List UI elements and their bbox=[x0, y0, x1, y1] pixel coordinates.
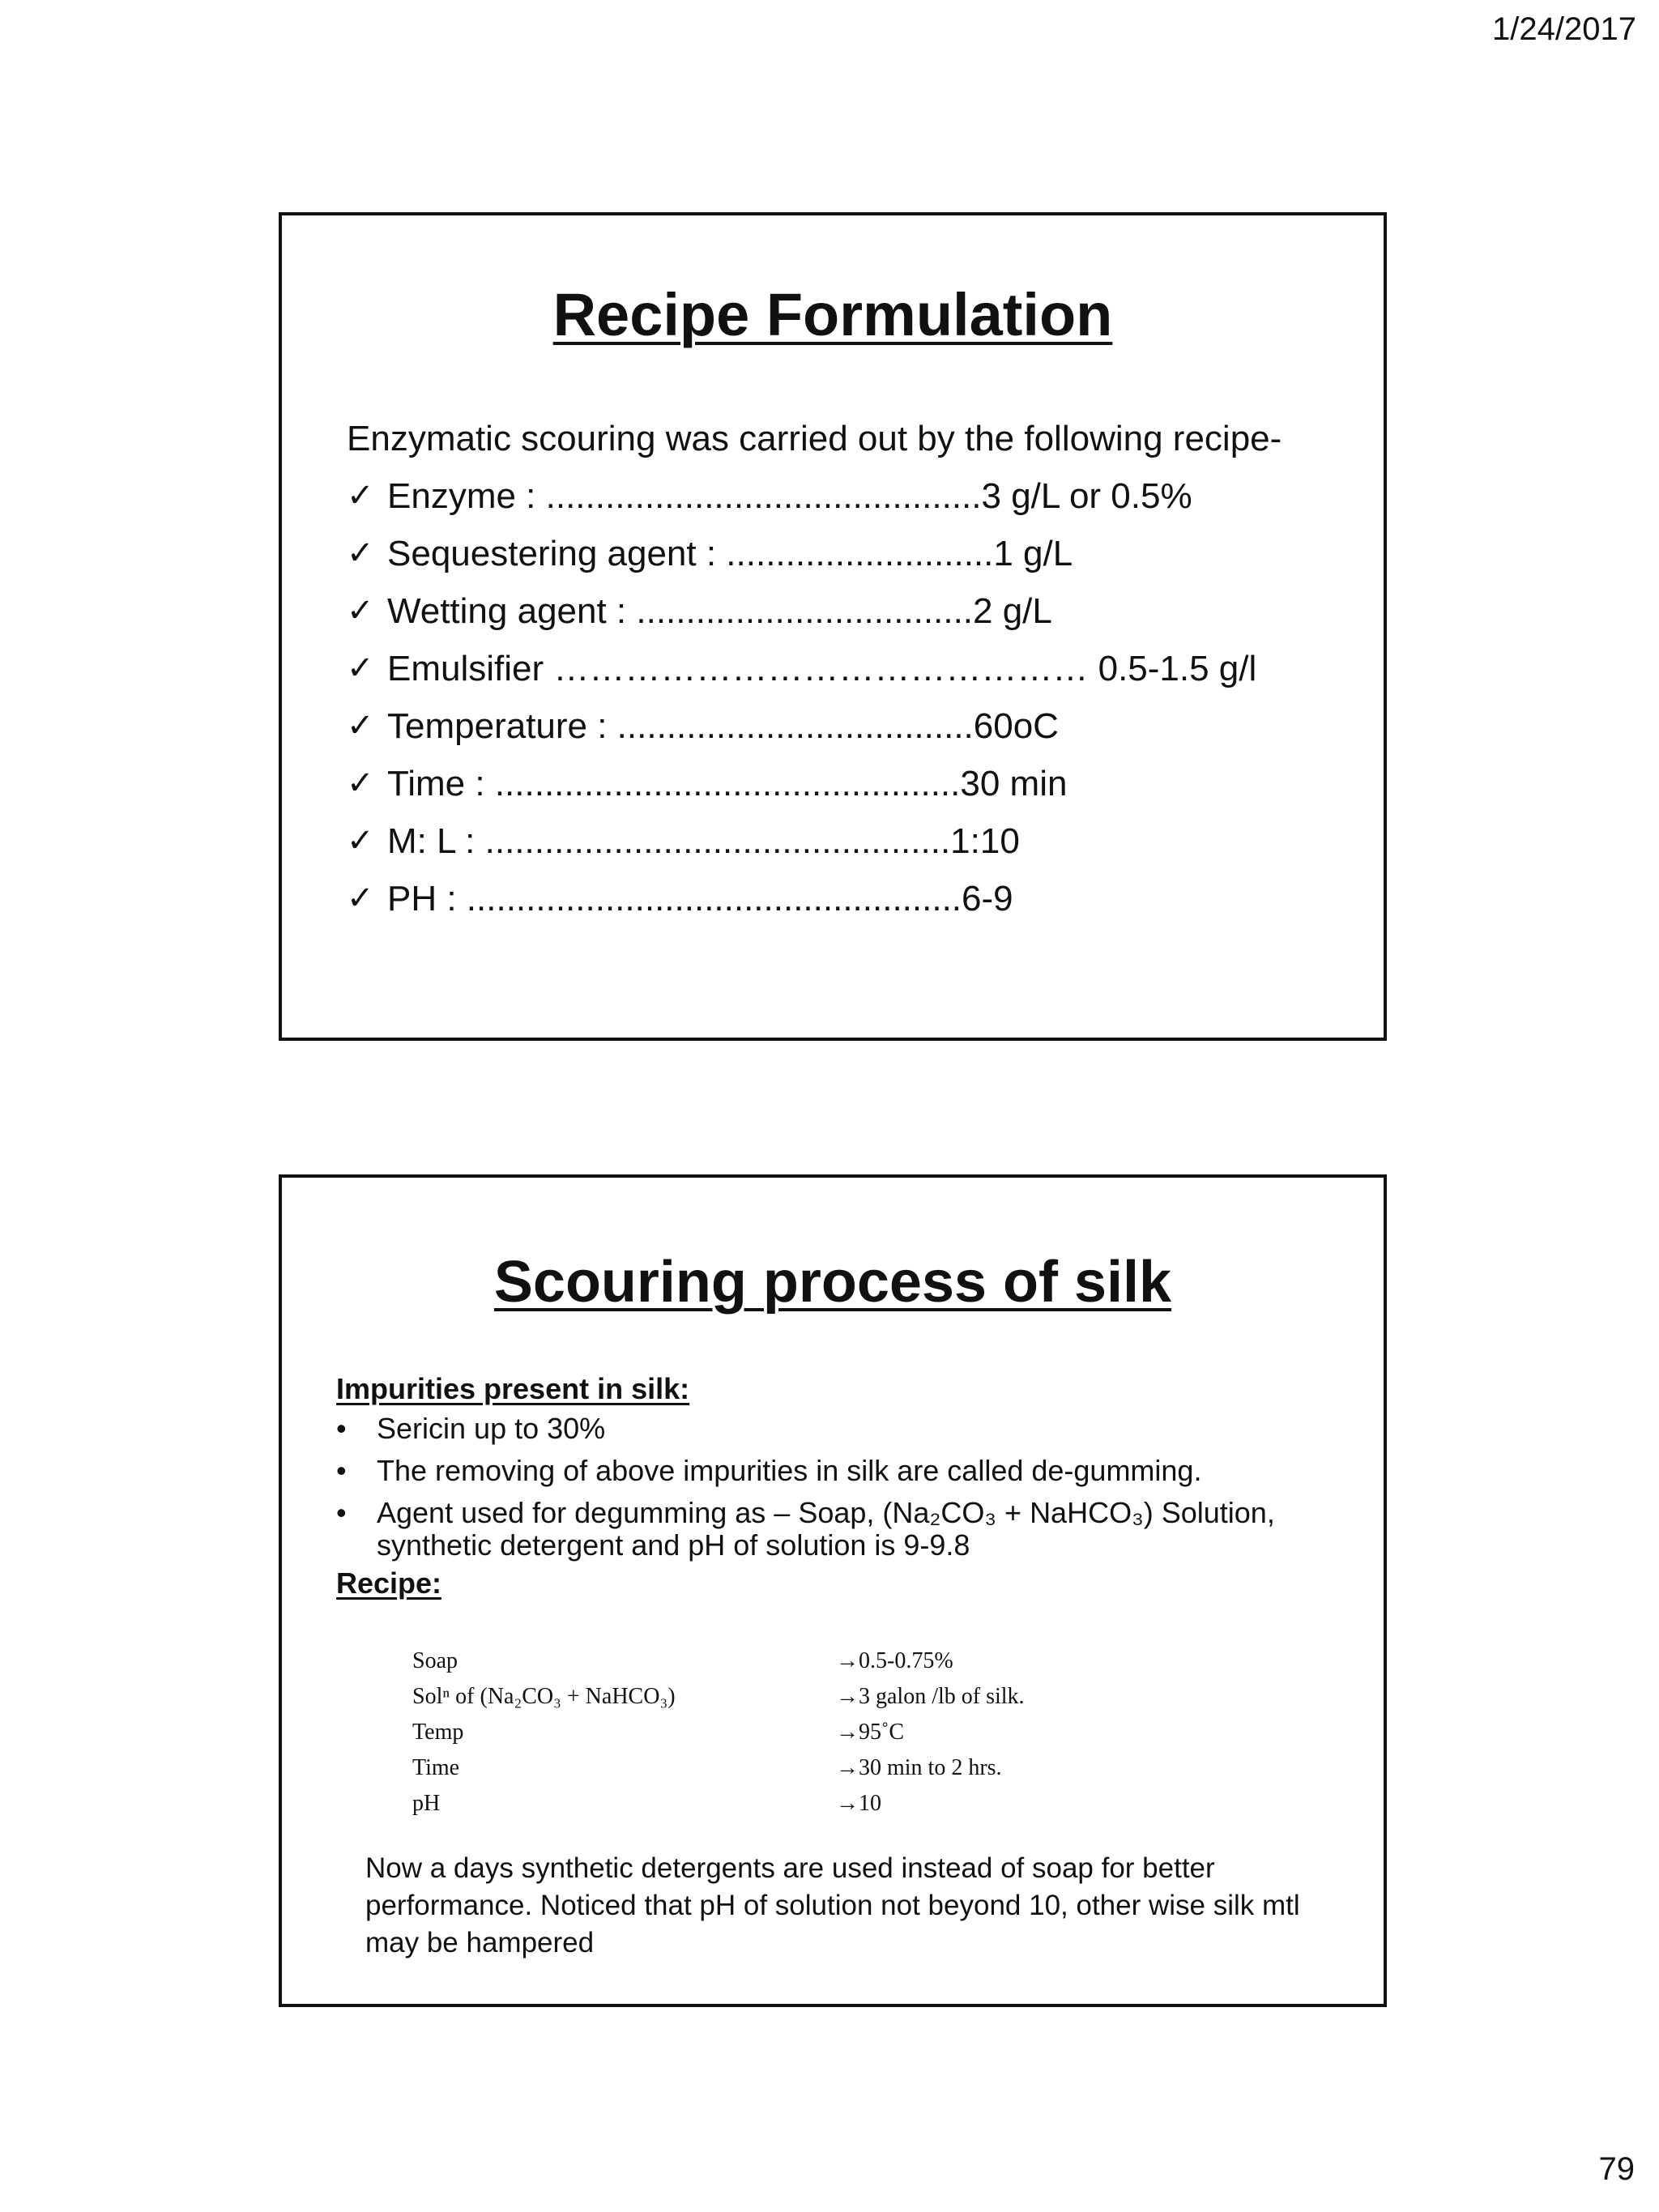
recipe-table bbox=[412, 1643, 1160, 1822]
recipe-item-value: →3 galon /lb of silk. bbox=[836, 1684, 1025, 1709]
bullet-icon: • bbox=[336, 1412, 347, 1445]
intro-text: Enzymatic scouring was carried out by the following recipe- bbox=[347, 419, 1282, 458]
recipe-heading: Recipe: bbox=[336, 1566, 442, 1600]
slide-recipe-formulation bbox=[279, 212, 1387, 1041]
impurities-heading: Impurities present in silk: bbox=[336, 1372, 690, 1405]
list-item-text: Wetting agent : ..................................2 g/L bbox=[387, 591, 1052, 631]
table-row bbox=[412, 1750, 1160, 1786]
slide-body bbox=[347, 410, 1343, 927]
list-item-text: Enzyme : ............................................3 g/L or 0.5% bbox=[387, 476, 1192, 516]
list-item bbox=[347, 870, 1343, 927]
list-item-text: Sericin up to 30% bbox=[377, 1412, 606, 1445]
recipe-checklist bbox=[347, 467, 1343, 927]
impurities-list bbox=[336, 1413, 1349, 1571]
list-item bbox=[336, 1455, 1349, 1487]
checkmark-icon: ✓ bbox=[347, 535, 374, 571]
list-item bbox=[347, 697, 1343, 755]
list-item bbox=[347, 525, 1343, 582]
recipe-item-value: →95˚C bbox=[836, 1720, 904, 1745]
list-item-text: Emulsifier ……………………………………… 0.5-1.5 g/l bbox=[387, 649, 1257, 688]
slide-title: Recipe Formulation bbox=[552, 281, 1113, 348]
list-item-text: Time : ...............................................30 min bbox=[387, 764, 1068, 803]
list-item-text: Sequestering agent : ...........................1 g/L bbox=[387, 534, 1073, 573]
list-item-text: PH : ..................................................6-9 bbox=[387, 879, 1013, 918]
table-row bbox=[412, 1643, 1160, 1679]
list-item bbox=[336, 1413, 1349, 1445]
page-date: 1/24/2017 bbox=[1492, 11, 1636, 47]
list-item-text: The removing of above impurities in silk are called de-gumming. bbox=[377, 1454, 1202, 1487]
table-row bbox=[412, 1679, 1160, 1715]
list-item-text: Agent used for degumming as – Soap, (Na₂CO₃ + NaHCO₃) Solution, synthetic detergent and pH of solution is 9-9.8 bbox=[377, 1496, 1275, 1562]
list-item bbox=[347, 467, 1343, 525]
note-paragraph: Now a days synthetic detergents are used instead of soap for better performance. Noticed that pH of solution not beyond 10, other wise silk mtl may be hampered bbox=[365, 1852, 1300, 1958]
checkmark-icon: ✓ bbox=[347, 478, 374, 514]
bullet-icon: • bbox=[336, 1496, 347, 1529]
table-row bbox=[412, 1715, 1160, 1750]
list-item-text: M: L : ...............................................1:10 bbox=[387, 821, 1020, 861]
page-number: 79 bbox=[1598, 2151, 1635, 2187]
list-item bbox=[347, 640, 1343, 697]
list-item-text: Temperature : ....................................60oC bbox=[387, 706, 1059, 746]
checkmark-icon: ✓ bbox=[347, 765, 374, 801]
list-item bbox=[347, 755, 1343, 812]
recipe-item-value: →30 min to 2 hrs. bbox=[836, 1755, 1002, 1780]
slide-title: Scouring process of silk bbox=[493, 1250, 1172, 1315]
list-item bbox=[347, 812, 1343, 870]
list-item bbox=[347, 582, 1343, 640]
recipe-item-name: Soap bbox=[412, 1648, 458, 1673]
list-item bbox=[336, 1497, 1349, 1562]
recipe-item-name: pH bbox=[412, 1791, 441, 1816]
checkmark-icon: ✓ bbox=[347, 650, 374, 686]
checkmark-icon: ✓ bbox=[347, 823, 374, 859]
recipe-item-name: Time bbox=[412, 1755, 460, 1780]
recipe-item-name: Temp bbox=[412, 1720, 464, 1745]
table-row bbox=[412, 1786, 1160, 1822]
recipe-item-value: →0.5-0.75% bbox=[836, 1648, 953, 1673]
slide-scouring-process-of-silk bbox=[279, 1174, 1387, 2007]
bullet-icon: • bbox=[336, 1454, 347, 1487]
checkmark-icon: ✓ bbox=[347, 708, 374, 744]
recipe-item-value: →10 bbox=[836, 1791, 881, 1816]
checkmark-icon: ✓ bbox=[347, 593, 374, 629]
recipe-item-name: Solⁿ of (Na₂CO₃ + NaHCO₃) bbox=[412, 1684, 676, 1709]
checkmark-icon: ✓ bbox=[347, 880, 374, 916]
